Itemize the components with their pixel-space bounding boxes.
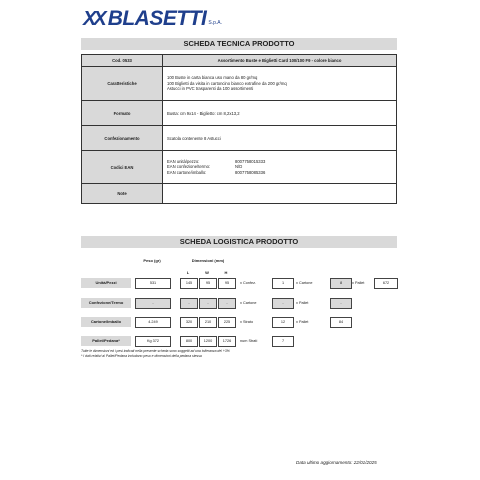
cell-dim-l: -	[180, 298, 198, 309]
product-name: Assortimento Buste e Biglietti Card 100/100 F9 - colore bianco	[163, 55, 397, 67]
value-codici-ean	[163, 151, 397, 184]
cell-dim-h: 1726	[218, 336, 236, 347]
caratteristiche-line: 100 Biglietti da visita in cartoncino bianco extrafine da 200 gr/mq	[167, 80, 287, 86]
unit-label: x Cartone	[296, 281, 313, 285]
cell-dim-w: 95	[199, 278, 217, 289]
caratteristiche-line: 100 Buste in carta bianca uso mano da 80 gr/mq	[167, 75, 258, 81]
header-weight: Peso (gr)	[143, 258, 161, 263]
unit-label: x Confez.	[240, 281, 257, 285]
company-logo	[83, 8, 222, 30]
cell-dim-l: 145	[180, 278, 198, 289]
label-codici-ean: Codici EAN	[82, 151, 163, 184]
tech-title: SCHEDA TECNICA PRODOTTO	[81, 38, 397, 50]
cell-weight: Kg 372	[135, 336, 171, 347]
cell-qty: -	[330, 298, 352, 309]
cell-weight: 531	[135, 278, 171, 289]
cell-dim-h: -	[218, 298, 236, 309]
tech-table	[81, 54, 397, 204]
cell-dim-w: -	[199, 298, 217, 309]
cell-qty: -	[272, 298, 294, 309]
header-dim-w: W	[205, 270, 209, 275]
cell-weight: 4.249	[135, 317, 171, 328]
unit-label: x Cartone	[240, 301, 257, 305]
ean-row	[167, 170, 392, 176]
ean-key: EAN unità/pezzo:	[167, 158, 200, 164]
row-label-unita: Unità/Pezzi	[81, 278, 131, 288]
cell-dim-w: 1200	[199, 336, 217, 347]
logistics-title: SCHEDA LOGISTICA PRODOTTO	[81, 236, 397, 248]
ean-key: EAN confezione/termo:	[167, 164, 211, 170]
unit-label: x Pallet	[296, 301, 309, 305]
row-label-confezione: Confezione/Termo	[81, 298, 131, 308]
product-code: Cod. 0533	[82, 55, 163, 67]
caratteristiche-line: Astucci in PVC trasparenti da 100 assortimenti	[167, 86, 254, 92]
cell-qty: 1	[272, 278, 294, 289]
value-formato: Busta: cm 9x14 - Biglietto: cm 8,2x13,2	[163, 101, 397, 126]
value-caratteristiche	[163, 67, 397, 101]
logo-suffix: S.p.A.	[208, 20, 222, 26]
value-note	[163, 184, 397, 204]
header-dim-l: L	[186, 270, 190, 275]
last-updated: Data ultimo aggiornamento: 22/01/2025	[296, 460, 377, 465]
label-confezionamento: Confezionamento	[82, 126, 163, 151]
label-formato: Formato	[82, 101, 163, 126]
logo-mark: XX	[83, 7, 104, 30]
cell-qty: 672	[374, 278, 398, 289]
label-note: Note	[82, 184, 163, 204]
row-label-cartone: Cartone/Imballo	[81, 317, 131, 327]
cell-dim-l: 320	[180, 317, 198, 328]
cell-dim-l: 800	[180, 336, 198, 347]
cell-dim-h: 225	[218, 317, 236, 328]
cell-qty: 8	[330, 278, 352, 289]
label-caratteristiche: Caratteristiche	[82, 67, 163, 101]
value-confezionamento: Scatola contenente 8 Astucci	[163, 126, 397, 151]
logistics-notes	[81, 349, 401, 358]
row-label-pallet: Pallet/Pedana*	[81, 336, 131, 346]
ean-value: N/D	[235, 164, 243, 170]
cell-qty: 12	[272, 317, 294, 328]
unit-label: num Strati	[240, 339, 258, 343]
ean-value: 8007758085336	[235, 169, 266, 175]
ean-key: EAN cartone/imballo:	[167, 169, 207, 175]
header-dim-h: H	[224, 270, 228, 275]
note-line: * I dati relativi al Pallet/Pedana includono peso e dimensioni della pedana stessa	[81, 353, 202, 358]
cell-qty: 7	[272, 336, 294, 347]
unit-label: x Strato	[240, 320, 254, 324]
header-dimensions: Dimensioni (mm)	[191, 258, 225, 263]
logo-name: BLASETTI	[107, 7, 207, 30]
ean-value: 8007758015333	[235, 158, 266, 164]
cell-qty: 84	[330, 317, 352, 328]
unit-label: x Pallet	[296, 320, 309, 324]
unit-label: x Pallet	[352, 281, 365, 285]
cell-dim-w: 210	[199, 317, 217, 328]
cell-weight: -	[135, 298, 171, 309]
cell-dim-h: 95	[218, 278, 236, 289]
note-line: Tutte le dimensioni ed i pesi indicati nella presente scheda sono soggetti ad una tolleranza del +3%	[81, 349, 230, 353]
